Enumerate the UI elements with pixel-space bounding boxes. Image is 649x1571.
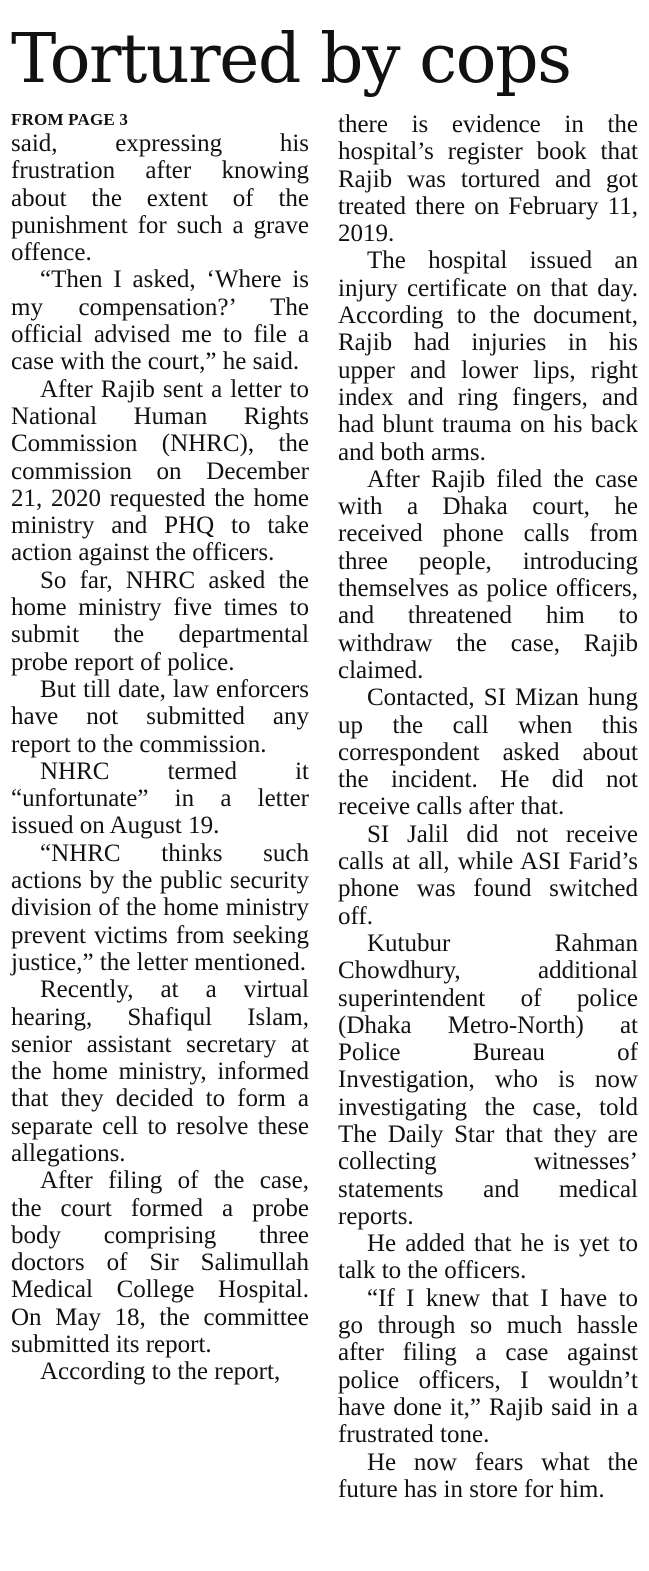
dateline: FROM PAGE 3	[11, 110, 129, 129]
paragraph: After filing of the case, the court formed a probe body comprising three doctors of Sir Salimullah Medical College Hospital. On May 18, the committee submitted its report.	[11, 1167, 309, 1359]
paragraph: But till date, law enforcers have not submitted any report to the commission.	[11, 675, 309, 758]
paragraph: said, expressing his frustration after knowing about the extent of the punishment for such a grave offence.	[11, 130, 309, 267]
paragraph: NHRC termed it “unfortunate” in a letter issued on August 19.	[11, 757, 309, 840]
paragraph: He added that he is yet to talk to the officers.	[338, 1230, 638, 1285]
paragraph: So far, NHRC asked the home ministry five times to submit the departmental probe report of police.	[11, 566, 309, 676]
paragraph: After Rajib filed the case with a Dhaka court, he received phone calls from three people, introducing themselves as police officers, and threatened him to withdraw the case, Rajib claimed.	[338, 465, 638, 684]
paragraph: SI Jalil did not receive calls at all, while ASI Farid’s phone was found switched off.	[338, 820, 638, 930]
left-column	[11, 109, 309, 1386]
paragraph: Recently, at a virtual hearing, Shafiqul Islam, senior assistant secretary at the home ministry, informed that they decided to form a separate cell to resolve these allegations.	[11, 976, 309, 1167]
paragraph: Contacted, SI Mizan hung up the call when this correspondent asked about the incident. He did not receive calls after that.	[338, 684, 638, 821]
paragraph: Kutubur Rahman Chowdhury, additional superintendent of police (Dhaka Metro-North) at Police Bureau of Investigation, who is now investigating the case, told The Daily Star that they are collecting witnesses’ statements and medical reports.	[338, 929, 638, 1230]
paragraph: “Then I asked, ‘Where is my compensation?’ The official advised me to file a case with the court,” he said.	[11, 266, 309, 376]
right-column	[338, 111, 638, 1503]
paragraph: After Rajib sent a letter to National Human Rights Commission (NHRC), the commission on December 21, 2020 requested the home ministry and PHQ to take action against the officers.	[11, 375, 309, 567]
paragraph: there is evidence in the hospital’s register book that Rajib was tortured and got treated there on February 11, 2019.	[338, 111, 638, 248]
paragraph: The hospital issued an injury certificate on that day. According to the document, Rajib had injuries in his upper and lower lips, right index and ring fingers, and had blunt trauma on his back and both arms.	[338, 247, 638, 466]
paragraph: “If I knew that I have to go through so much hassle after filing a case against police officers, I wouldn’t have done it,” Rajib said in a frustrated tone.	[338, 1284, 638, 1449]
paragraph: He now fears what the future has in store for him.	[338, 1448, 638, 1503]
paragraph: “NHRC thinks such actions by the public security division of the home ministry prevent victims from seeking justice,” the letter mentioned.	[11, 839, 309, 976]
headline: Tortured by cops	[11, 20, 571, 99]
paragraph: According to the report,	[40, 1358, 281, 1386]
